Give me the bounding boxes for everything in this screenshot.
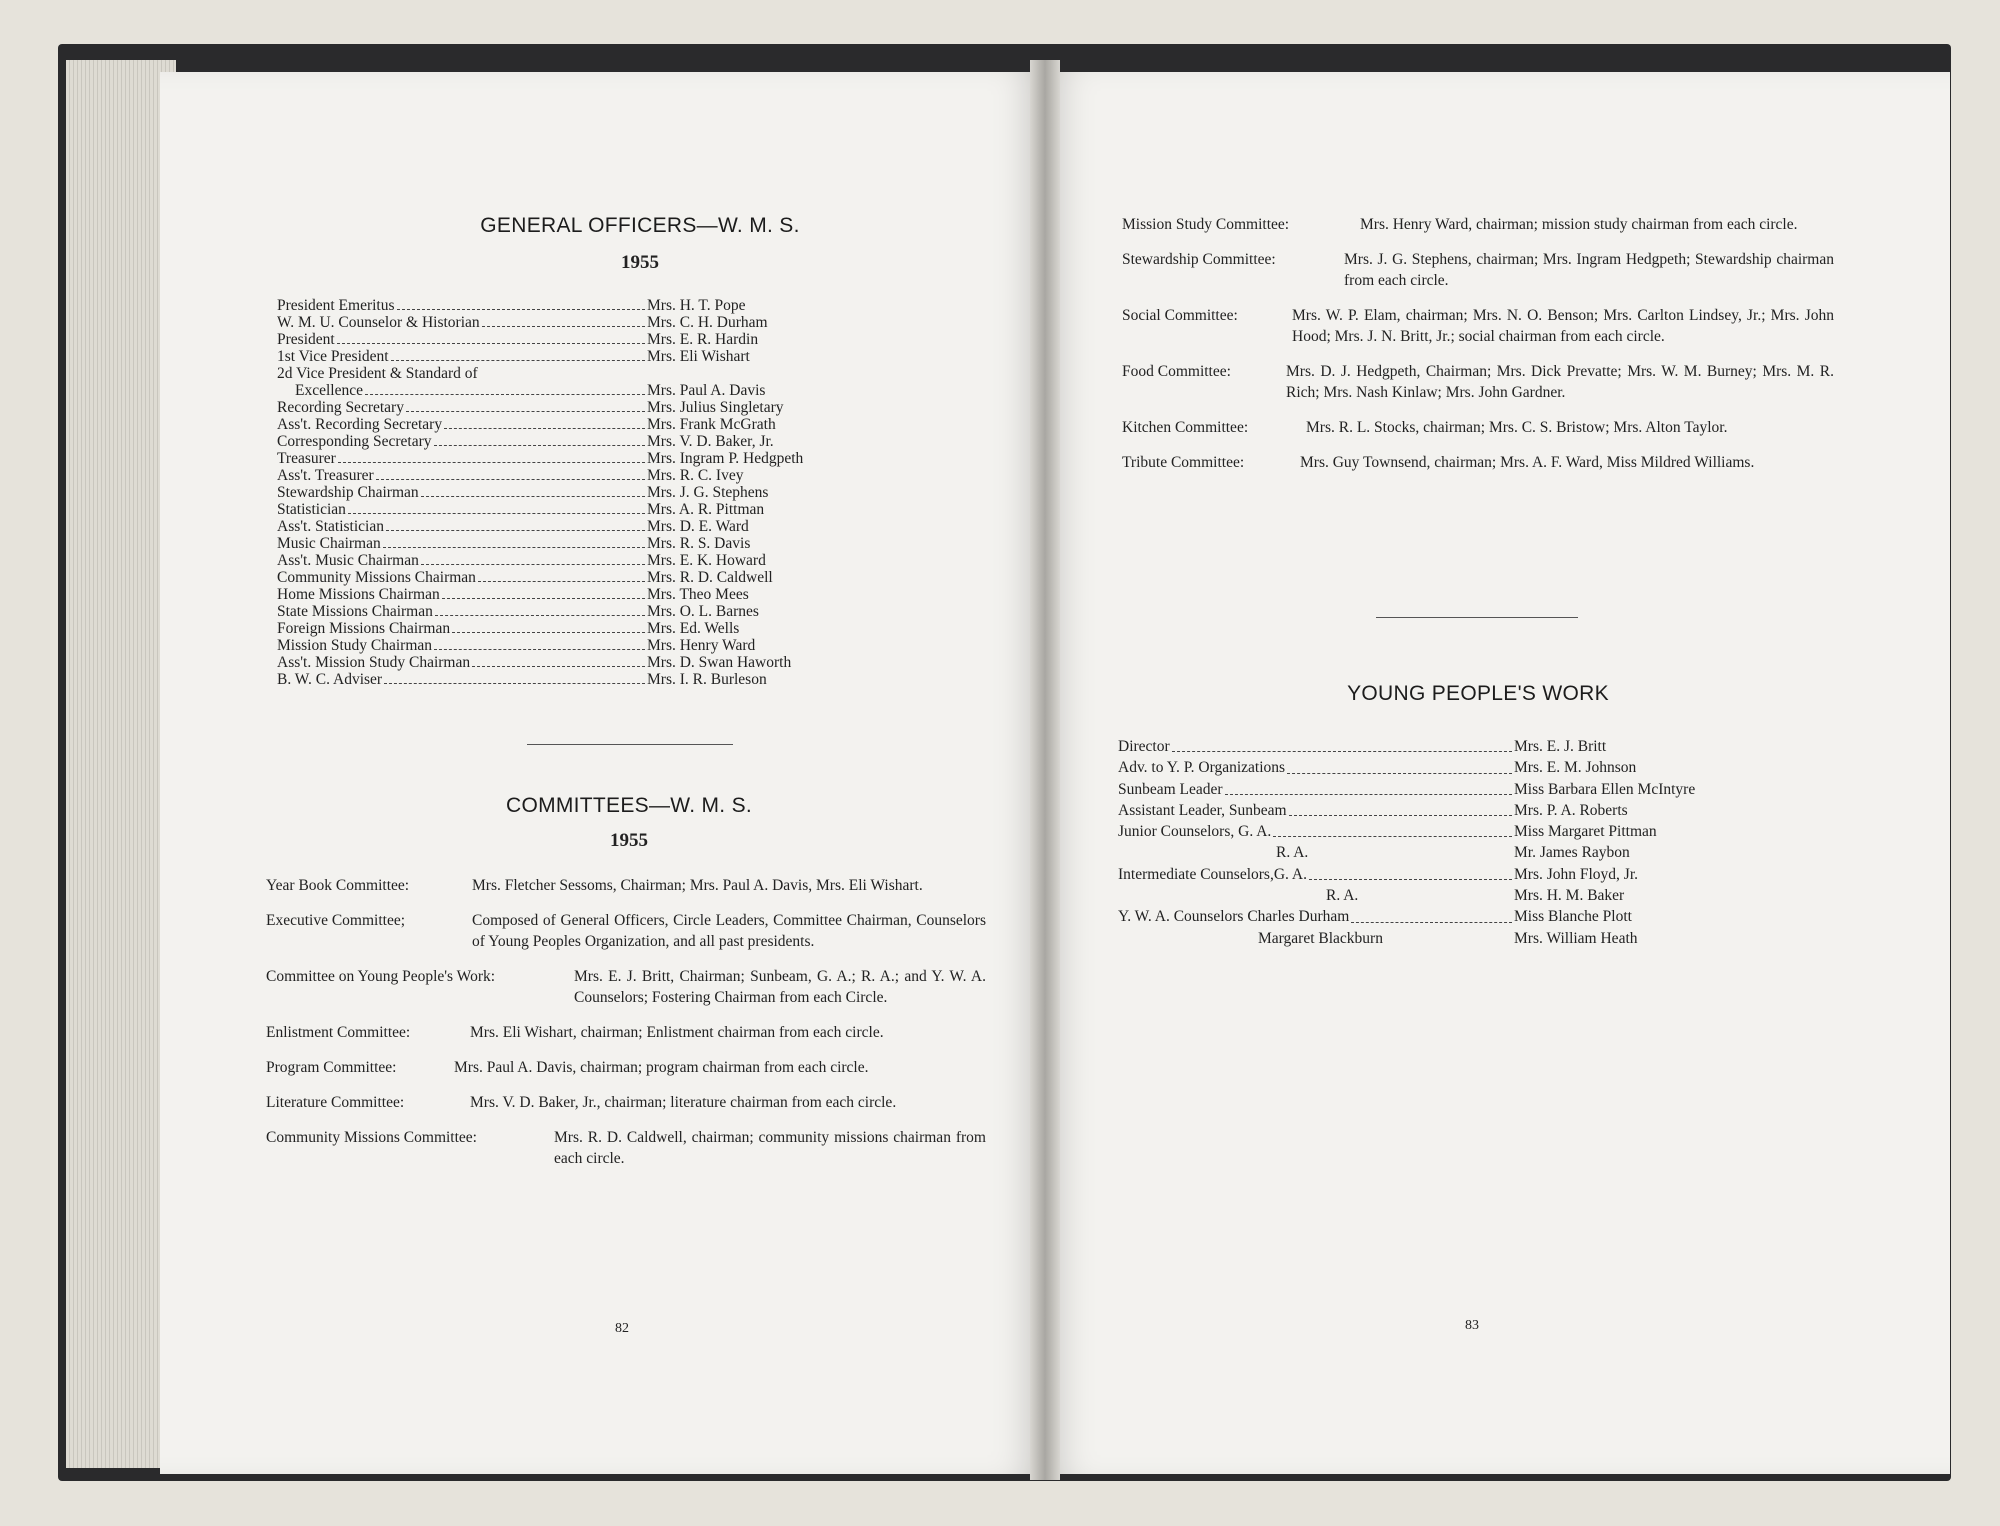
page-number-left: 82 — [615, 1321, 629, 1336]
officer-row — [277, 603, 857, 620]
officer-role: President Emeritus — [277, 297, 395, 314]
yp-row — [1118, 757, 1758, 778]
officer-row — [277, 535, 857, 552]
committee-label: Food Committee: — [1122, 363, 1231, 380]
yp-row — [1118, 821, 1758, 842]
officer-name — [647, 365, 857, 382]
officer-role: W. M. U. Counselor & Historian — [277, 314, 480, 331]
committee-entry — [266, 910, 986, 952]
yp-name: Mrs. John Floyd, Jr. — [1514, 865, 1639, 883]
yp-role: Director — [1118, 738, 1170, 755]
officer-name: Mrs. J. G. Stephens — [647, 484, 769, 501]
committee-label: Tribute Committee: — [1122, 454, 1245, 471]
officer-row — [277, 569, 857, 586]
yp-role: R. A. — [1276, 844, 1309, 862]
officer-name: Mrs. H. T. Pope — [647, 297, 746, 314]
officer-role: Mission Study Chairman — [277, 637, 433, 654]
yp-role: R. A. — [1326, 887, 1359, 905]
officer-row — [277, 484, 857, 501]
officer-name: Mrs. D. Swan Haworth — [647, 654, 792, 671]
officer-row — [277, 518, 857, 535]
page-number-right: 83 — [1465, 1318, 1479, 1333]
officer-name: Mrs. O. L. Barnes — [647, 603, 759, 620]
yp-row — [1118, 736, 1758, 757]
committees-list — [266, 875, 986, 1183]
yp-row — [1118, 885, 1758, 906]
officer-row — [277, 467, 857, 484]
officer-name: Mrs. A. R. Pittman — [647, 501, 765, 518]
committee-label: Community Missions Committee: — [266, 1129, 477, 1146]
committee-label: Mission Study Committee: — [1122, 216, 1290, 233]
committee-label: Enlistment Committee: — [266, 1024, 411, 1041]
officer-row — [277, 365, 857, 382]
officer-name: Mrs. V. D. Baker, Jr. — [647, 433, 774, 450]
section-divider — [527, 744, 733, 745]
officer-row — [277, 314, 857, 331]
yp-name: Miss Margaret Pittman — [1514, 823, 1657, 841]
officer-row — [277, 671, 857, 688]
officer-name: Mrs. R. S. Davis — [647, 535, 751, 552]
officer-role: Corresponding Secretary — [277, 433, 432, 450]
officer-row — [277, 433, 857, 450]
yp-row — [1118, 842, 1758, 863]
yp-name: Miss Barbara Ellen McIntyre — [1514, 780, 1696, 798]
committee-entry — [266, 1127, 986, 1169]
officer-role: President — [277, 331, 335, 348]
officers-heading: GENERAL OFFICERS—W. M. S. — [480, 214, 800, 237]
committee-entry — [266, 1022, 986, 1043]
officer-role: Ass't. Music Chairman — [277, 552, 419, 569]
committee-label: Literature Committee: — [266, 1094, 405, 1111]
committee-members: Mrs. Eli Wishart, chairman; Enlistment chairman from each circle. — [470, 1024, 884, 1041]
yp-name: Mr. James Raybon — [1514, 844, 1630, 862]
officer-row — [277, 331, 857, 348]
officer-row — [277, 348, 857, 365]
yp-row — [1118, 928, 1758, 949]
committee-label: Program Committee: — [266, 1059, 397, 1076]
yp-name: Mrs. William Heath — [1514, 929, 1638, 947]
yp-name: Miss Blanche Plott — [1514, 908, 1632, 926]
yp-role: Margaret Blackburn — [1258, 929, 1383, 947]
officer-role: Ass't. Mission Study Chairman — [277, 654, 471, 671]
committee-entry — [1122, 417, 1834, 438]
officer-role: Home Missions Chairman — [277, 586, 440, 603]
yp-name: Mrs. P. A. Roberts — [1514, 801, 1628, 819]
officers-year: 1955 — [621, 252, 659, 273]
committee-entry — [1122, 305, 1834, 347]
officer-role: Recording Secretary — [277, 399, 404, 416]
officer-name: Mrs. Theo Mees — [647, 586, 749, 603]
yp-row — [1118, 864, 1758, 885]
committee-members: Mrs. Fletcher Sessoms, Chairman; Mrs. Paul A. Davis, Mrs. Eli Wishart. — [472, 877, 923, 894]
officer-name: Mrs. Ed. Wells — [647, 620, 740, 637]
officer-name: Mrs. E. R. Hardin — [647, 331, 759, 348]
committee-entry — [1122, 249, 1834, 291]
committee-members: Mrs. W. P. Elam, chairman; Mrs. N. O. Benson; Mrs. Carlton Lindsey, Jr.; Mrs. John Hood; Mrs. J. N. Britt, Jr.; social chairman from each circle. — [1292, 307, 1834, 345]
committee-label: Social Committee: — [1122, 307, 1238, 324]
section-divider — [1376, 617, 1578, 618]
officer-row — [277, 586, 857, 603]
right-committees-list — [1122, 214, 1834, 487]
committee-members: Mrs. R. D. Caldwell, chairman; community missions chairman from each circle. — [554, 1129, 986, 1167]
officer-role: Ass't. Treasurer — [277, 467, 374, 484]
committee-label: Stewardship Committee: — [1122, 251, 1276, 268]
yp-row — [1118, 800, 1758, 821]
officer-name: Mrs. Frank McGrath — [647, 416, 776, 433]
committee-members: Mrs. D. J. Hedgpeth, Chairman; Mrs. Dick Prevatte; Mrs. W. M. Burney; Mrs. M. R. Rich; Mrs. Nash Kinlaw; Mrs. John Gardner. — [1286, 363, 1834, 401]
officer-name: Mrs. Henry Ward — [647, 637, 756, 654]
officer-role: Excellence — [295, 382, 363, 399]
committee-entry — [266, 1092, 986, 1113]
officer-role: Stewardship Chairman — [277, 484, 419, 501]
officer-role: Community Missions Chairman — [277, 569, 476, 586]
committee-members: Mrs. Henry Ward, chairman; mission study chairman from each circle. — [1360, 216, 1798, 233]
committee-members: Mrs. Paul A. Davis, chairman; program chairman from each circle. — [454, 1059, 869, 1076]
officers-list — [277, 297, 857, 688]
officer-name: Mrs. C. H. Durham — [647, 314, 768, 331]
officer-role: Foreign Missions Chairman — [277, 620, 451, 637]
yp-name: Mrs. E. J. Britt — [1514, 738, 1607, 755]
officer-name: Mrs. E. K. Howard — [647, 552, 766, 569]
officer-name: Mrs. R. C. Ivey — [647, 467, 744, 484]
yp-role: Intermediate Counselors,G. A. — [1118, 865, 1307, 883]
committee-entry — [1122, 214, 1834, 235]
committee-entry — [266, 966, 986, 1008]
officer-role: Ass't. Statistician — [277, 518, 384, 535]
yp-name: Mrs. E. M. Johnson — [1514, 759, 1637, 777]
committee-label: Executive Committee; — [266, 912, 406, 929]
officer-name: Mrs. Paul A. Davis — [647, 382, 766, 399]
officer-role: Treasurer — [277, 450, 336, 467]
officer-row — [277, 637, 857, 654]
officer-row — [277, 501, 857, 518]
yp-role: Sunbeam Leader — [1118, 780, 1223, 798]
young-peoples-list — [1118, 736, 1758, 949]
officer-role: State Missions Chairman — [277, 603, 433, 620]
officer-role: Music Chairman — [277, 535, 381, 552]
committee-members: Composed of General Officers, Circle Leaders, Committee Chairman, Counselors of Young Peoples Organization, and all past presidents. — [472, 912, 986, 950]
officer-row — [277, 450, 857, 467]
committee-label: Year Book Committee: — [266, 877, 410, 894]
book-gutter — [1030, 60, 1060, 1480]
yp-role: Junior Counselors, G. A. — [1118, 823, 1272, 841]
officer-name: Mrs. R. D. Caldwell — [647, 569, 773, 586]
committee-members: Mrs. V. D. Baker, Jr., chairman; literature chairman from each circle. — [470, 1094, 897, 1111]
committee-members: Mrs. Guy Townsend, chairman; Mrs. A. F. Ward, Miss Mildred Williams. — [1300, 454, 1755, 471]
committee-members: Mrs. R. L. Stocks, chairman; Mrs. C. S. Bristow; Mrs. Alton Taylor. — [1306, 419, 1728, 436]
officer-role: Statistician — [277, 501, 346, 518]
committees-year: 1955 — [610, 830, 648, 851]
committee-entry — [1122, 452, 1834, 473]
committee-entry — [266, 1057, 986, 1078]
left-page — [160, 72, 1040, 1474]
yp-role: Y. W. A. Counselors Charles Durham — [1118, 908, 1350, 926]
officer-row — [277, 654, 857, 671]
officer-row — [277, 552, 857, 569]
officer-name: Mrs. Ingram P. Hedgpeth — [647, 450, 804, 467]
officer-name: Mrs. Eli Wishart — [647, 348, 750, 365]
officer-role: Ass't. Recording Secretary — [277, 416, 443, 433]
committees-heading: COMMITTEES—W. M. S. — [505, 794, 753, 817]
yp-role: Assistant Leader, Sunbeam — [1118, 801, 1287, 819]
committee-members: Mrs. E. J. Britt, Chairman; Sunbeam, G. A.; R. A.; and Y. W. A. Counselors; Fostering Chairman from each Circle. — [574, 968, 986, 1006]
officer-row — [277, 297, 857, 314]
young-peoples-heading: YOUNG PEOPLE'S WORK — [1347, 682, 1609, 705]
officer-row — [277, 382, 857, 399]
yp-name: Mrs. H. M. Baker — [1514, 887, 1625, 905]
officer-row — [277, 620, 857, 637]
officer-role: 1st Vice President — [277, 348, 389, 365]
officer-name: Mrs. Julius Singletary — [647, 399, 784, 416]
officer-row — [277, 399, 857, 416]
committee-entry — [1122, 361, 1834, 403]
yp-role: Adv. to Y. P. Organizations — [1118, 759, 1286, 777]
officer-row — [277, 416, 857, 433]
officer-role: B. W. C. Adviser — [277, 671, 383, 688]
committee-label: Committee on Young People's Work: — [266, 968, 496, 985]
yp-row — [1118, 779, 1758, 800]
officer-name: Mrs. I. R. Burleson — [647, 671, 767, 688]
yp-row — [1118, 906, 1758, 927]
officer-name: Mrs. D. E. Ward — [647, 518, 749, 535]
committee-label: Kitchen Committee: — [1122, 419, 1249, 436]
officer-role: 2d Vice President & Standard of — [277, 365, 478, 382]
committee-entry — [266, 875, 986, 896]
committee-members: Mrs. J. G. Stephens, chairman; Mrs. Ingram Hedgpeth; Stewardship chairman from each circle. — [1344, 251, 1834, 289]
